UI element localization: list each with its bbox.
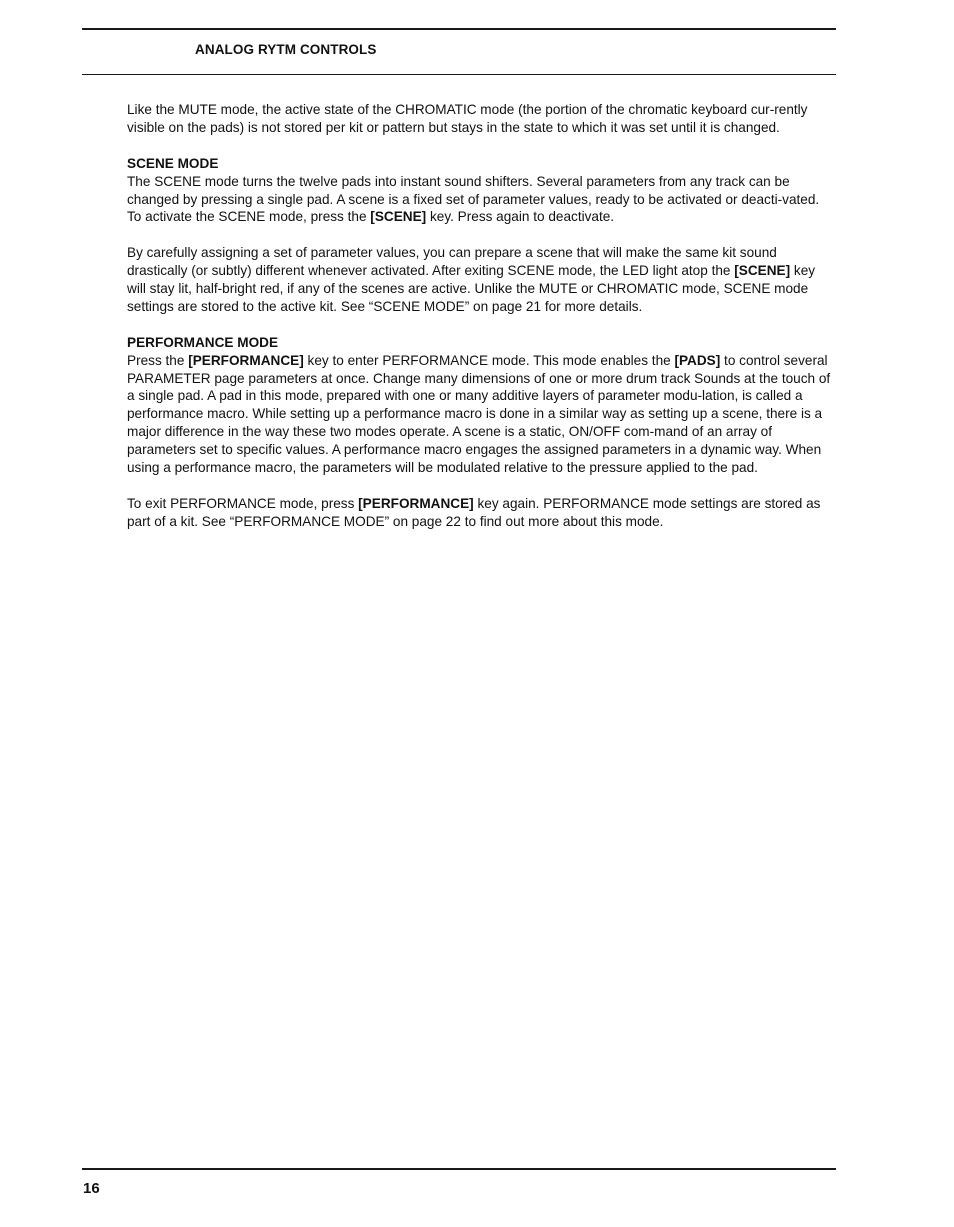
page-body	[127, 101, 835, 531]
performance-mode-paragraph-2	[127, 495, 835, 531]
performance-mode-paragraph-1	[127, 352, 835, 477]
scene-mode-paragraph-2	[127, 244, 835, 316]
scene-mode-heading: SCENE MODE	[127, 155, 219, 171]
performance-mode-heading: PERFORMANCE MODE	[127, 334, 279, 350]
page-number: 16	[83, 1180, 100, 1197]
text-run: By carefully assigning a set of parameter values, you can prepare a scene that will make the same kit sound drastically (or subtly) different whenever activated. After exiting SCENE mode, the LED light atop the	[127, 245, 777, 279]
performance-key-label: [PERFORMANCE]	[188, 352, 304, 368]
header-bottom-rule	[82, 74, 836, 75]
text-run: The SCENE mode turns the twelve pads into instant sound shifters. Several parameters from any track can be changed by pressing a single pad. A scene is a fixed set of parameter values, ready to be activated or deacti-vated. To activate the SCENE mode, press the	[127, 173, 820, 225]
text-run: key again. PERFORMANCE mode settings are stored as part of a kit. See “PERFORMANCE MODE” on page 22 to find out more about this mode.	[127, 495, 821, 529]
scene-key-label: [SCENE]	[734, 263, 791, 279]
pads-key-label: [PADS]	[674, 352, 721, 368]
text-run: key. Press again to deactivate.	[426, 209, 615, 225]
running-header-title: ANALOG RYTM CONTROLS	[195, 42, 377, 57]
text-run: To exit PERFORMANCE mode, press	[127, 495, 359, 511]
scene-key-label: [SCENE]	[370, 209, 427, 225]
text-run: key to enter PERFORMANCE mode. This mode enables the	[303, 352, 675, 368]
performance-key-label: [PERFORMANCE]	[358, 495, 474, 511]
header-top-rule	[82, 28, 836, 30]
text-run: to control several PARAMETER page parameters at once. Change many dimensions of one or more drum track Sounds at the touch of a single pad. A pad in this mode, prepared with one or many additive layers of parameter modu-lation, is called a performance macro. While setting up a performance macro is done in a similar way as setting up a scene, there is a major difference in the way these two modes operate. A scene is a static, ON/OFF com-mand of an array of parameters set to specific values. A performance macro engages the assigned parameters in a dynamic way. When using a performance macro, the parameters will be modulated relative to the pressure applied to the pad.	[127, 352, 831, 476]
text-run: key will stay lit, half-bright red, if any of the scenes are active. Unlike the MUTE or CHROMATIC mode, SCENE mode settings are stored to the active kit. See “SCENE MODE” on page 21 for more details.	[127, 263, 816, 314]
scene-mode-paragraph-1	[127, 173, 835, 227]
footer-rule	[82, 1168, 836, 1170]
intro-paragraph: Like the MUTE mode, the active state of the CHROMATIC mode (the portion of the chromatic keyboard cur-rently visible on the pads) is not stored per kit or pattern but stays in the state to which it was set until it is changed.	[127, 102, 808, 135]
text-run: Press the	[127, 352, 189, 368]
